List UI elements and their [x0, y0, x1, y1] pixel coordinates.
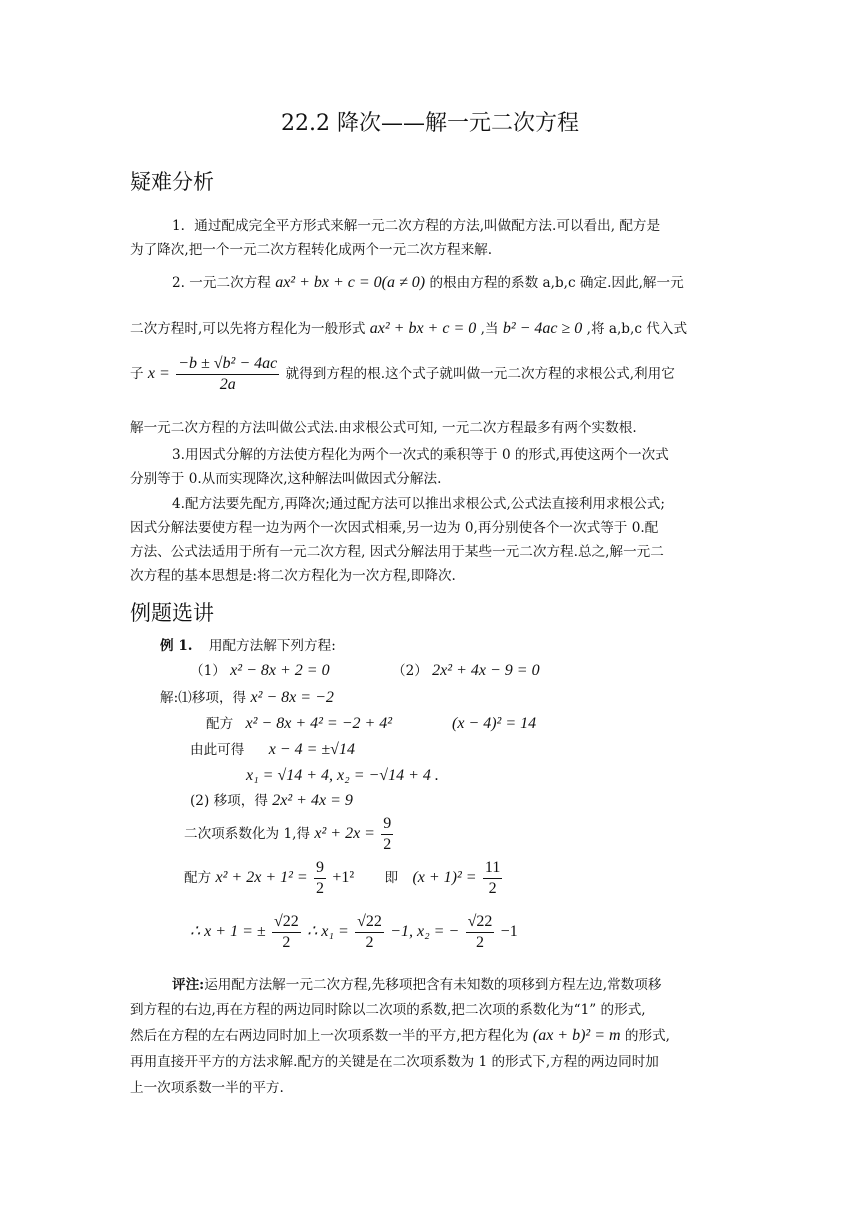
part-2c-ji: 即 [384, 870, 399, 886]
final-denominator-1: 2 [282, 934, 291, 951]
step-2-result-equation: (x − 4)² = 14 [452, 715, 537, 732]
question-1 [190, 656, 330, 686]
part-2c-equation: x² + 2x + 1² = [215, 869, 308, 886]
part-2-step-1 [190, 786, 353, 816]
solution-step-1-equation: x² − 8x = −2 [250, 689, 334, 706]
part-2c-numerator-2: 11 [483, 858, 502, 879]
part-2c-denominator-2: 2 [488, 880, 497, 897]
question-2-equation: 2x² + 4x − 9 = 0 [432, 662, 540, 679]
part-2b-denominator: 2 [383, 836, 392, 853]
comment-label: 评注: [172, 977, 205, 993]
part-2-step-3 [184, 858, 504, 899]
part-2c-fraction-2 [483, 858, 502, 899]
comment-line-2: 到方程的右边,再在方程的两边同时除以二次项的系数,把二次项的系数化为“1” 的形式, [130, 1002, 646, 1018]
p2b-mid: ,当 [480, 321, 499, 337]
paragraph-4-line-2: 因式分解法要使方程一边为两个一次因式相乘,另一边为 0,再分别使各个一次式等于 0.配 [130, 520, 659, 536]
part-2-label: (2) 移项，得 [190, 793, 268, 809]
part-2-equation: 2x² + 4x = 9 [272, 792, 353, 809]
question-1-label: （1） [190, 663, 226, 679]
final-a: ∴ x + 1 = ± [190, 923, 266, 940]
discriminant-condition: b² − 4ac ≥ 0 [502, 320, 583, 337]
final-d: −1 [500, 923, 518, 940]
example-1-text: 用配方法解下列方程: [208, 638, 336, 654]
final-fraction-1 [272, 912, 301, 953]
paragraph-1-line-2: 为了降次,把一个一元二次方程转化成两个一元二次方程来解. [130, 242, 493, 258]
part-2c-label: 配方 [184, 870, 212, 886]
p2c-pre: 子 [130, 366, 144, 382]
page-title: 22.2 降次——解一元二次方程 [281, 111, 579, 136]
comment-line-1-text: 运用配方法解一元二次方程,先移项把含有未知数的项移到方程左边,常数项移 [204, 977, 662, 993]
step-3-equation: x − 4 = ±√14 [268, 741, 355, 758]
part-2-final [190, 912, 518, 953]
part-2c-fraction [314, 858, 326, 899]
p2b-post: ,将 a,b,c 代入式 [586, 321, 688, 337]
final-fraction-2 [355, 912, 384, 953]
formula-lhs: x = [147, 365, 170, 382]
part-2c-equation-2: (x + 1)² = [412, 869, 477, 886]
question-2-label: （2） [392, 663, 428, 679]
comment-line-3 [130, 1021, 670, 1051]
quadratic-formula [176, 354, 279, 395]
paragraph-3-line-1: 3.用因式分解的方法使方程化为两个一次式的乘积等于 0 的形式,再使这两个一次式 [172, 447, 669, 463]
comment-line-3-post: 的形式, [624, 1028, 671, 1044]
comment-line-3-equation: (ax + b)² = m [532, 1027, 621, 1044]
final-denominator-2: 2 [365, 934, 374, 951]
section-heading-analysis: 疑难分析 [130, 170, 214, 194]
final-numerator-1: √22 [272, 912, 301, 933]
comment-line-5: 上一次项系数一半的平方. [130, 1080, 284, 1096]
solution-label: 解:⑴移项，得 [160, 690, 247, 706]
formula-numerator: −b ± √b² − 4ac [176, 354, 279, 375]
final-denominator-3: 2 [475, 934, 484, 951]
paragraph-2-line-4: 解一元二次方程的方法叫做公式法.由求根公式可知, 一元二次方程最多有两个实数根. [130, 420, 637, 436]
part-2b-numerator: 9 [381, 814, 393, 835]
part-2c-tail: +1² [332, 869, 355, 886]
question-1-equation: x² − 8x + 2 = 0 [230, 662, 330, 679]
final-numerator-3: √22 [466, 912, 495, 933]
comment-line-3-pre: 然后在方程的左右两边同时加上一次项系数一半的平方,把方程化为 [130, 1028, 529, 1044]
p2c-post: 就得到方程的根.这个式子就叫做一元二次方程的求根公式,利用它 [285, 366, 675, 382]
part-2-step-2 [184, 814, 395, 855]
paragraph-1-line-1: 1．通过配成完全平方形式来解一元二次方程的方法,叫做配方法.可以看出, 配方是 [172, 218, 661, 234]
step-3-label: 由此可得 [190, 742, 245, 758]
part-2c-numerator: 9 [314, 858, 326, 879]
step-2-label: 配方 [206, 716, 234, 732]
step-2-result [452, 709, 536, 739]
formula-denominator: 2a [219, 376, 236, 393]
paragraph-4-line-1: 4.配方法要先配方,再降次;通过配方法可以推出求根公式,公式法直接利用求根公式; [172, 496, 665, 512]
part-2b-equation: x² + 2x = [314, 825, 375, 842]
p2-pre: 2. 一元二次方程 [172, 275, 271, 291]
part-2c-denominator: 2 [316, 880, 325, 897]
p2-post: 的根由方程的系数 a,b,c 确定.因此,解一元 [429, 275, 684, 291]
comment-line-4: 再用直接开平方的方法求解.配方的关键是在二次项系数为 1 的形式下,方程的两边同时加 [130, 1054, 659, 1070]
question-2 [392, 656, 540, 686]
general-form-equation: ax² + bx + c = 0 [369, 320, 477, 337]
p2b-pre: 二次方程时,可以先将方程化为一般形式 [130, 321, 366, 337]
paragraph-4-line-3: 方法、公式法适用于所有一元二次方程, 因式分解法用于某些一元二次方程.总之,解一元二 [130, 544, 664, 560]
paragraph-2-line-3 [130, 354, 675, 395]
step-2-equation: x² − 8x + 4² = −2 + 4² [245, 715, 393, 732]
part-2b-fraction [381, 814, 393, 855]
paragraph-2-line-1 [172, 268, 684, 298]
final-b: ∴ x₁ = [307, 923, 349, 940]
paragraph-2-line-2 [130, 314, 687, 344]
step-4-equation: x₁ = √14 + 4, x₂ = −√14 + 4 . [246, 767, 439, 784]
paragraph-3-line-2: 分别等于 0.从而实现降次,这种解法叫做因式分解法. [130, 471, 442, 487]
example-1-label: 例 1. [160, 638, 193, 654]
part-2b-label: 二次项系数化为 1,得 [184, 826, 311, 842]
section-heading-examples: 例题选讲 [130, 601, 214, 625]
final-numerator-2: √22 [355, 912, 384, 933]
final-c: −1, x₂ = − [390, 923, 460, 940]
paragraph-4-line-4: 次方程的基本思想是:将二次方程化为一次方程,即降次. [130, 568, 456, 584]
final-fraction-3 [466, 912, 495, 953]
general-equation: ax² + bx + c = 0(a ≠ 0) [275, 274, 426, 291]
